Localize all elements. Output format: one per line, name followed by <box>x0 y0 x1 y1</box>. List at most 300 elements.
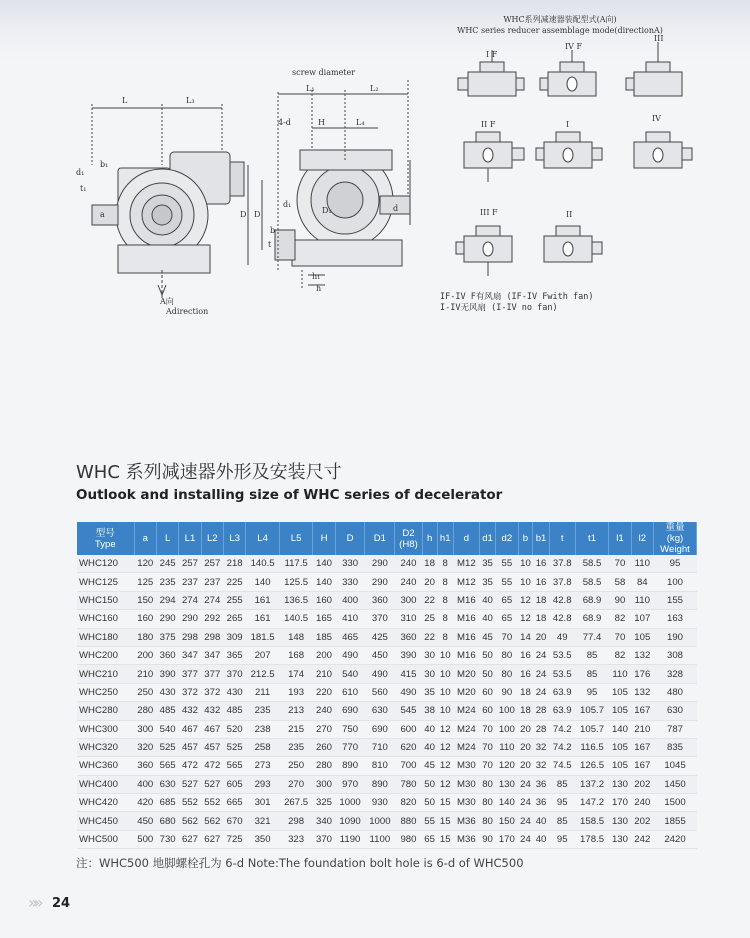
table-cell: 562 <box>179 812 201 830</box>
table-cell: 700 <box>395 757 422 775</box>
table-cell: 165 <box>313 610 335 628</box>
column-header-label: L4 <box>257 533 268 544</box>
table-cell: 40 <box>479 591 495 609</box>
table-cell: 240 <box>313 702 335 720</box>
table-cell: 560 <box>365 683 395 701</box>
column-header-label: H <box>320 533 328 544</box>
table-cell: 257 <box>201 555 223 573</box>
table-cell: 480 <box>653 683 696 701</box>
table-cell: 105 <box>631 628 653 646</box>
table-cell: 200 <box>313 646 335 664</box>
table-cell: 235 <box>279 738 313 756</box>
table-cell: WHC450 <box>77 812 134 830</box>
table-cell: 80 <box>479 794 495 812</box>
table-cell: 425 <box>365 628 395 646</box>
column-header-label: D1 <box>373 533 386 544</box>
table-cell: 84 <box>631 573 653 591</box>
table-cell: 95 <box>575 683 609 701</box>
table-cell: 25 <box>422 610 437 628</box>
column-header <box>518 522 533 555</box>
dim-h1: h₁ <box>312 272 321 281</box>
table-cell: 140 <box>313 573 335 591</box>
column-header-label: d1 <box>482 533 493 544</box>
table-cell: 140.5 <box>279 610 313 628</box>
table-cell: 270 <box>279 775 313 793</box>
table-cell: 630 <box>365 702 395 720</box>
table-cell: 132 <box>631 646 653 664</box>
table-cell: 310 <box>395 610 422 628</box>
table-cell: 750 <box>335 720 365 738</box>
table-cell: 116.5 <box>575 738 609 756</box>
table-cell: 193 <box>279 683 313 701</box>
table-cell: 70 <box>479 720 495 738</box>
table-cell: 10 <box>437 665 453 683</box>
table-cell: 130 <box>609 830 631 848</box>
table-row <box>77 683 697 701</box>
table-cell: 432 <box>201 702 223 720</box>
table-cell: 107 <box>631 610 653 628</box>
table-cell: 35 <box>479 555 495 573</box>
table-cell: 28 <box>533 720 549 738</box>
table-cell: 235 <box>156 573 178 591</box>
table-cell: M30 <box>453 757 479 775</box>
table-cell: 24 <box>518 775 533 793</box>
column-header <box>422 522 437 555</box>
page-number: 24 <box>52 896 71 911</box>
table-cell: 28 <box>533 702 549 720</box>
table-cell: 55 <box>422 812 437 830</box>
table-cell: 372 <box>179 683 201 701</box>
table-cell: 457 <box>179 738 201 756</box>
reducer-front-view <box>248 80 410 290</box>
table-cell: M20 <box>453 683 479 701</box>
table-cell: 200 <box>134 646 156 664</box>
table-cell: 100 <box>496 720 518 738</box>
column-header <box>575 522 609 555</box>
table-cell: M36 <box>453 812 479 830</box>
table-cell: 330 <box>335 573 365 591</box>
table-cell: 370 <box>313 830 335 848</box>
table-cell: 22 <box>422 591 437 609</box>
table-cell: 70 <box>609 555 631 573</box>
table-cell: 490 <box>335 646 365 664</box>
table-cell: 255 <box>223 591 245 609</box>
table-cell: 140 <box>496 794 518 812</box>
table-cell: 40 <box>533 812 549 830</box>
table-cell: 74.5 <box>549 757 575 775</box>
column-header-label: L3 <box>229 533 240 544</box>
table-cell: 105.7 <box>575 702 609 720</box>
table-cell: 627 <box>179 830 201 848</box>
table-cell: 347 <box>201 646 223 664</box>
table-cell: 245 <box>156 555 178 573</box>
table-cell: 400 <box>134 775 156 793</box>
table-cell: 18 <box>533 591 549 609</box>
column-header-label: l1 <box>616 533 624 544</box>
table-cell: 780 <box>395 775 422 793</box>
table-cell: 450 <box>365 646 395 664</box>
table-cell: 30 <box>422 646 437 664</box>
table-cell: 10 <box>518 555 533 573</box>
table-cell: 375 <box>156 628 178 646</box>
table-row <box>77 591 697 609</box>
table-cell: 14 <box>518 628 533 646</box>
table-cell: 1045 <box>653 757 696 775</box>
table-cell: 53.5 <box>549 646 575 664</box>
table-row <box>77 646 697 664</box>
table-cell: 565 <box>156 757 178 775</box>
table-cell: 190 <box>653 628 696 646</box>
dim-4d: 4-d <box>278 118 291 127</box>
technical-drawing <box>0 0 750 440</box>
table-cell: M16 <box>453 610 479 628</box>
column-header <box>609 522 631 555</box>
table-cell: 140 <box>246 573 280 591</box>
table-cell: 80 <box>496 665 518 683</box>
table-cell: 12 <box>437 720 453 738</box>
chevron-decoration-icon: »» <box>28 893 40 912</box>
dim-L3: L₃ <box>186 96 195 105</box>
table-cell: 211 <box>246 683 280 701</box>
dim-d1-right: d₁ <box>283 200 292 209</box>
table-cell: WHC160 <box>77 610 134 628</box>
table-cell: 110 <box>631 555 653 573</box>
table-cell: 140 <box>609 720 631 738</box>
table-cell: 274 <box>179 591 201 609</box>
footnote: 注：WHC500 地脚螺栓孔为 6-d Note:The foundation bolt hole is 6-d of WHC500 <box>76 856 524 870</box>
table-cell: 600 <box>395 720 422 738</box>
table-cell: WHC125 <box>77 573 134 591</box>
table-cell: 70 <box>496 628 518 646</box>
dim-H: H <box>318 118 325 127</box>
table-cell: 45 <box>422 757 437 775</box>
table-cell: 35 <box>422 683 437 701</box>
table-cell: 465 <box>335 628 365 646</box>
assembly-legend-title-cn: WHC系列减速器装配型式(A向) <box>503 15 617 24</box>
table-cell: 490 <box>395 683 422 701</box>
dim-D1: D₁ <box>322 206 332 215</box>
table-cell: 340 <box>313 812 335 830</box>
table-cell: 690 <box>365 720 395 738</box>
column-header-label: L <box>164 533 171 544</box>
table-cell: 36 <box>533 775 549 793</box>
table-cell: 8 <box>437 573 453 591</box>
table-cell: 85 <box>575 646 609 664</box>
table-row <box>77 738 697 756</box>
column-header <box>201 522 223 555</box>
table-cell: 105 <box>609 738 631 756</box>
table-cell: 890 <box>365 775 395 793</box>
dim-b: b <box>270 226 276 235</box>
column-header <box>365 522 395 555</box>
table-cell: 140.5 <box>246 555 280 573</box>
column-header-label: h <box>426 533 433 544</box>
table-row <box>77 720 697 738</box>
dim-t1: t₁ <box>80 184 87 193</box>
table-cell: 280 <box>313 757 335 775</box>
table-cell: 605 <box>223 775 245 793</box>
table-cell: 294 <box>156 591 178 609</box>
table-cell: 457 <box>201 738 223 756</box>
table-cell: 132 <box>631 683 653 701</box>
table-cell: 360 <box>365 591 395 609</box>
dim-L4: L₄ <box>356 118 365 127</box>
table-cell: 450 <box>134 812 156 830</box>
table-cell: 18 <box>518 702 533 720</box>
dim-a: a <box>100 210 105 219</box>
table-cell: 90 <box>609 591 631 609</box>
table-cell: 53.5 <box>549 665 575 683</box>
table-cell: 16 <box>518 646 533 664</box>
table-cell: 562 <box>201 812 223 830</box>
column-header <box>279 522 313 555</box>
table-cell: 298 <box>179 628 201 646</box>
table-cell: 250 <box>279 757 313 775</box>
column-header-label: L1 <box>184 533 196 544</box>
dim-D-inner: D <box>254 210 261 219</box>
table-cell: 210 <box>631 720 653 738</box>
dim-b1: b₁ <box>100 160 109 169</box>
table-cell: 40 <box>533 830 549 848</box>
table-cell: 37.8 <box>549 555 575 573</box>
table-cell: 63.9 <box>549 683 575 701</box>
table-cell: 158.5 <box>575 812 609 830</box>
table-cell: 42.8 <box>549 610 575 628</box>
column-header-label: h1 <box>439 533 451 544</box>
table-row <box>77 775 697 793</box>
table-cell: 95 <box>549 794 575 812</box>
table-cell: 24 <box>518 794 533 812</box>
table-cell: 74.2 <box>549 720 575 738</box>
column-header <box>223 522 245 555</box>
table-cell: M16 <box>453 628 479 646</box>
table-cell: WHC300 <box>77 720 134 738</box>
table-cell: 42.8 <box>549 591 575 609</box>
table-cell: 213 <box>279 702 313 720</box>
table-cell: 710 <box>365 738 395 756</box>
table-cell: 38 <box>422 702 437 720</box>
table-cell: 60 <box>479 683 495 701</box>
table-cell: 77.4 <box>575 628 609 646</box>
table-cell: 627 <box>201 830 223 848</box>
column-header-label: (kg) <box>666 533 684 544</box>
assembly-legend-title <box>430 14 690 36</box>
table-cell: 50 <box>479 646 495 664</box>
table-cell: 80 <box>479 775 495 793</box>
table-cell: 540 <box>156 720 178 738</box>
table-cell: 15 <box>437 830 453 848</box>
table-cell: 136.5 <box>279 591 313 609</box>
table-cell: 181.5 <box>246 628 280 646</box>
table-cell: M30 <box>453 775 479 793</box>
table-cell: 40 <box>422 720 437 738</box>
table-cell: M12 <box>453 555 479 573</box>
table-cell: 150 <box>134 591 156 609</box>
table-cell: 520 <box>223 720 245 738</box>
table-cell: 176 <box>631 665 653 683</box>
table-cell: 545 <box>395 702 422 720</box>
table-cell: 377 <box>179 665 201 683</box>
table-cell: 235 <box>246 702 280 720</box>
table-cell: WHC250 <box>77 683 134 701</box>
table-cell: 485 <box>223 702 245 720</box>
dim-L-left: L <box>122 96 128 105</box>
column-header-label: 重量 <box>665 522 685 533</box>
table-cell: 293 <box>246 775 280 793</box>
dim-L2: L₂ <box>370 84 379 93</box>
table-cell: 60 <box>479 702 495 720</box>
assembly-legend-note <box>440 292 593 314</box>
table-cell: 260 <box>313 738 335 756</box>
dimensions-table <box>77 522 697 849</box>
table-cell: 8 <box>437 628 453 646</box>
table-cell: 527 <box>179 775 201 793</box>
table-cell: WHC360 <box>77 757 134 775</box>
reducer-side-view <box>92 104 247 300</box>
table-cell: 16 <box>533 555 549 573</box>
table-cell: 74.2 <box>549 738 575 756</box>
column-header <box>134 522 156 555</box>
section-title-cn: WHC 系列减速器外形及安装尺寸 <box>76 462 342 483</box>
table-cell: 290 <box>365 573 395 591</box>
legend-note-with-fan: IF-IV F有风扇 (IF-IV Fwith fan) <box>440 292 594 302</box>
table-cell: 238 <box>246 720 280 738</box>
table-cell: 18 <box>533 610 549 628</box>
column-header-label: Type <box>94 538 116 550</box>
table-row <box>77 794 697 812</box>
table-cell: 430 <box>156 683 178 701</box>
table-cell: 58.5 <box>575 555 609 573</box>
table-cell: 1000 <box>335 794 365 812</box>
table-cell: 130 <box>496 775 518 793</box>
table-cell: 63.9 <box>549 702 575 720</box>
table-cell: 30 <box>422 665 437 683</box>
table-cell: 55 <box>496 573 518 591</box>
table-cell: 70 <box>479 738 495 756</box>
table-cell: 20 <box>518 738 533 756</box>
table-cell: 24 <box>518 812 533 830</box>
table-cell: 24 <box>533 646 549 664</box>
table-cell: 325 <box>313 794 335 812</box>
table-cell: 20 <box>533 628 549 646</box>
table-cell: 280 <box>134 702 156 720</box>
table-cell: 12 <box>518 610 533 628</box>
direction-en: Adirection <box>166 307 209 316</box>
table-cell: 270 <box>313 720 335 738</box>
table-cell: 150 <box>496 812 518 830</box>
table-cell: 105.7 <box>575 720 609 738</box>
table-cell: 18 <box>518 683 533 701</box>
table-cell: 85 <box>549 775 575 793</box>
table-cell: 1190 <box>335 830 365 848</box>
table-cell: 167 <box>631 757 653 775</box>
table-cell: 290 <box>156 610 178 628</box>
column-header-label: Weight <box>660 544 690 555</box>
table-cell: 8 <box>437 610 453 628</box>
mode-label-3: III <box>654 34 664 43</box>
table-cell: 20 <box>518 757 533 775</box>
table-cell: 85 <box>575 665 609 683</box>
table-cell: 370 <box>223 665 245 683</box>
table-cell: WHC150 <box>77 591 134 609</box>
mode-label-4: II F <box>481 120 496 129</box>
section-title-en: Outlook and installing size of WHC series of decelerator <box>76 487 503 503</box>
table-cell: 835 <box>653 738 696 756</box>
table-cell: 370 <box>365 610 395 628</box>
mode-label-5: I <box>566 120 570 129</box>
table-cell: 202 <box>631 775 653 793</box>
column-header-label: b <box>522 533 529 544</box>
table-cell: 90 <box>479 830 495 848</box>
table-cell: 273 <box>246 757 280 775</box>
table-cell: 527 <box>201 775 223 793</box>
table-cell: 472 <box>179 757 201 775</box>
table-cell: 300 <box>134 720 156 738</box>
table-cell: 810 <box>365 757 395 775</box>
table-cell: 390 <box>395 646 422 664</box>
table-cell: 274 <box>201 591 223 609</box>
table-cell: 105 <box>609 683 631 701</box>
table-cell: 218 <box>223 555 245 573</box>
column-header <box>313 522 335 555</box>
table-cell: 160 <box>313 591 335 609</box>
table-cell: 24 <box>533 683 549 701</box>
table-cell: 665 <box>223 794 245 812</box>
table-cell: 80 <box>479 812 495 830</box>
table-cell: 730 <box>156 830 178 848</box>
table-cell: 1450 <box>653 775 696 793</box>
table-cell: 420 <box>134 794 156 812</box>
table-cell: 525 <box>156 738 178 756</box>
table-cell: 24 <box>518 830 533 848</box>
table-cell: 180 <box>134 628 156 646</box>
mode-label-1: I F <box>486 50 498 59</box>
table-cell: 70 <box>479 757 495 775</box>
table-cell: 258 <box>246 738 280 756</box>
table-cell: 267.5 <box>279 794 313 812</box>
table-cell: 685 <box>156 794 178 812</box>
table-cell: 365 <box>223 646 245 664</box>
table-row <box>77 610 697 628</box>
table-cell: 185 <box>313 628 335 646</box>
table-cell: 1855 <box>653 812 696 830</box>
table-cell: 725 <box>223 830 245 848</box>
table-cell: M36 <box>453 830 479 848</box>
table-cell: 16 <box>518 665 533 683</box>
table-cell: 265 <box>223 610 245 628</box>
table-cell: 500 <box>134 830 156 848</box>
table-cell: WHC210 <box>77 665 134 683</box>
table-cell: 552 <box>201 794 223 812</box>
table-cell: M16 <box>453 646 479 664</box>
dimensions-table-header <box>77 522 697 555</box>
table-cell: 40 <box>479 610 495 628</box>
column-header <box>549 522 575 555</box>
table-cell: 168 <box>279 646 313 664</box>
table-cell: 298 <box>279 812 313 830</box>
table-row <box>77 573 697 591</box>
table-cell: 467 <box>201 720 223 738</box>
table-cell: 68.9 <box>575 591 609 609</box>
table-cell: M20 <box>453 665 479 683</box>
table-cell: 240 <box>395 555 422 573</box>
table-cell: 292 <box>201 610 223 628</box>
table-cell: 110 <box>631 591 653 609</box>
table-cell: 202 <box>631 812 653 830</box>
table-cell: 980 <box>395 830 422 848</box>
table-cell: 467 <box>179 720 201 738</box>
table-cell: 630 <box>156 775 178 793</box>
